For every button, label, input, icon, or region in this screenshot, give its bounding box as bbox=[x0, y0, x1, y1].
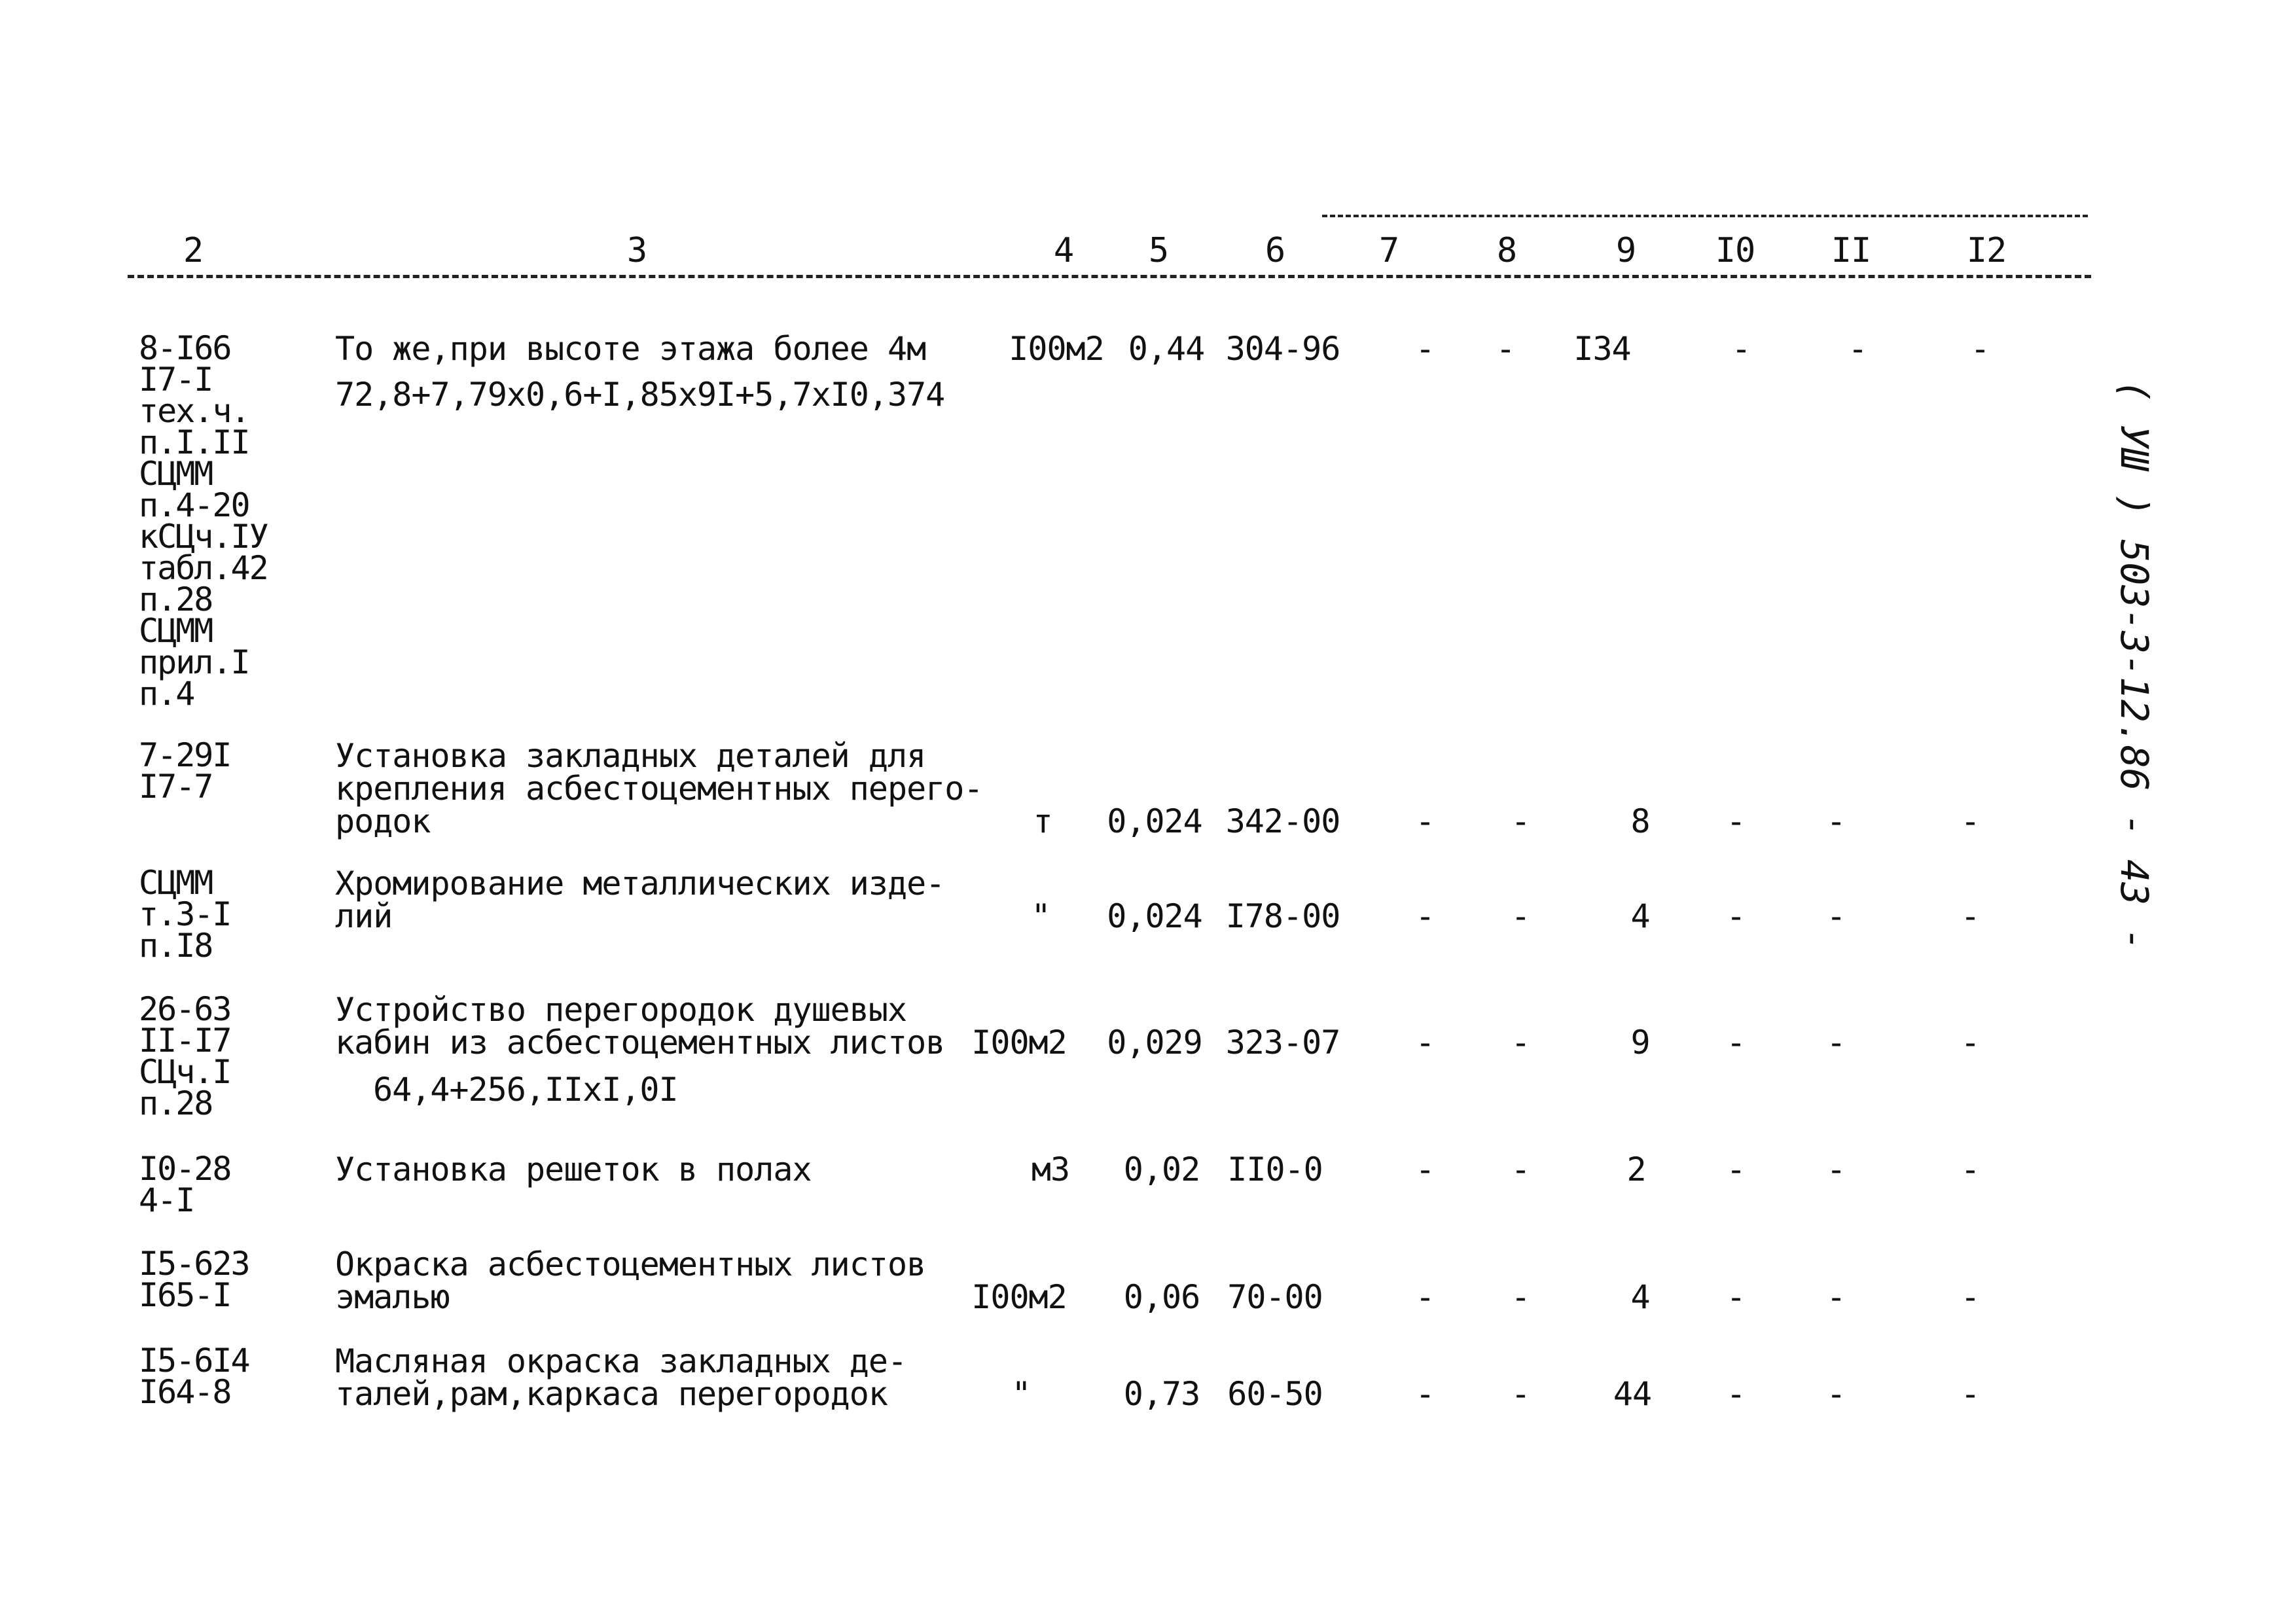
header-col-3: 3 bbox=[626, 231, 647, 270]
row-7-price: 60-50 bbox=[1227, 1375, 1323, 1413]
row-7-col10: - bbox=[1726, 1375, 1746, 1413]
row-6-col7: - bbox=[1415, 1278, 1435, 1316]
row-7-quantity: 0,73 bbox=[1123, 1375, 1200, 1413]
row-2-price: 342-00 bbox=[1225, 802, 1340, 840]
row-4-col9: 9 bbox=[1630, 1024, 1650, 1061]
row-1-price: 304-96 bbox=[1225, 330, 1340, 368]
row-3-price: I78-00 bbox=[1225, 897, 1340, 935]
row-4-col7: - bbox=[1415, 1024, 1435, 1061]
header-col-9: 9 bbox=[1615, 231, 1636, 270]
header-dashed-line bbox=[128, 275, 2091, 278]
row-2-col8: - bbox=[1511, 802, 1530, 840]
header-col-2: 2 bbox=[183, 231, 204, 270]
row-7-col12: - bbox=[1960, 1375, 1980, 1413]
row-4-reference: 26-63 II-I7 СЦч.I п.28 bbox=[139, 990, 231, 1122]
row-6-col8: - bbox=[1511, 1278, 1530, 1316]
row-3-col11: - bbox=[1826, 897, 1846, 935]
row-1-col8: - bbox=[1496, 330, 1515, 368]
row-3-col12: - bbox=[1960, 897, 1980, 935]
row-7-col11: - bbox=[1826, 1375, 1846, 1413]
header-col-12: I2 bbox=[1966, 231, 2007, 270]
row-6-unit: I00м2 bbox=[971, 1278, 1067, 1316]
row-1-quantity: 0,44 bbox=[1128, 330, 1205, 368]
row-1-unit: I00м2 bbox=[1009, 330, 1104, 368]
row-6-price: 70-00 bbox=[1227, 1278, 1323, 1316]
row-6-col9: 4 bbox=[1630, 1278, 1650, 1316]
row-1-formula: 72,8+7,79x0,6+I,85x9I+5,7xI0,374 bbox=[335, 376, 945, 414]
row-5-description: Установка решеток в полах bbox=[335, 1150, 812, 1188]
header-col-10: I0 bbox=[1715, 231, 1755, 270]
row-2-col11: - bbox=[1826, 802, 1846, 840]
row-2-col12: - bbox=[1960, 802, 1980, 840]
row-3-col10: - bbox=[1726, 897, 1746, 935]
header-col-7: 7 bbox=[1378, 231, 1399, 270]
row-5-col11: - bbox=[1826, 1150, 1846, 1188]
row-3-col7: - bbox=[1415, 897, 1435, 935]
row-1-reference: 8-I66 I7-I тех.ч. п.I.II СЦММ п.4-20 кСЦч.IУ табл.42 п.28 СЦММ прил.I п.4 bbox=[139, 329, 268, 713]
row-1-col10: - bbox=[1731, 330, 1751, 368]
row-3-unit: " bbox=[1031, 897, 1050, 935]
row-1-col12: - bbox=[1970, 330, 1990, 368]
row-2-col7: - bbox=[1415, 802, 1435, 840]
row-4-formula: 64,4+256,IIxI,0I bbox=[373, 1071, 678, 1109]
row-6-col10: - bbox=[1726, 1278, 1746, 1316]
row-1-col11: - bbox=[1848, 330, 1867, 368]
row-1-col9: I34 bbox=[1573, 330, 1631, 368]
row-6-col12: - bbox=[1960, 1278, 1980, 1316]
row-2-description: Установка закладных деталей для крепления асбестоцементных перего- родок bbox=[335, 737, 983, 840]
row-2-col10: - bbox=[1726, 802, 1746, 840]
row-2-unit: т bbox=[1033, 802, 1052, 840]
row-4-unit: I00м2 bbox=[971, 1024, 1067, 1061]
row-2-col9: 8 bbox=[1630, 802, 1650, 840]
row-7-description: Масляная окраска закладных де- талей,рам,каркаса перегородок bbox=[335, 1342, 907, 1413]
row-3-col9: 4 bbox=[1630, 897, 1650, 935]
row-5-reference: I0-28 4-I bbox=[139, 1150, 231, 1219]
row-5-quantity: 0,02 bbox=[1123, 1150, 1200, 1188]
row-5-unit: м3 bbox=[1031, 1150, 1070, 1188]
row-4-col11: - bbox=[1826, 1024, 1846, 1061]
header-col-5: 5 bbox=[1148, 231, 1169, 270]
row-3-reference: СЦММ т.3-I п.I8 bbox=[139, 864, 231, 965]
row-4-col8: - bbox=[1511, 1024, 1530, 1061]
row-4-col12: - bbox=[1960, 1024, 1980, 1061]
side-document-code: ( УШ ) 503-3-12.86 - 43 - bbox=[2112, 380, 2157, 951]
row-7-unit: " bbox=[1011, 1375, 1031, 1413]
header-col-4: 4 bbox=[1053, 231, 1074, 270]
row-4-quantity: 0,029 bbox=[1107, 1024, 1202, 1061]
row-5-col10: - bbox=[1726, 1150, 1746, 1188]
row-5-col9: 2 bbox=[1626, 1150, 1646, 1188]
row-5-col8: - bbox=[1511, 1150, 1530, 1188]
row-4-price: 323-07 bbox=[1225, 1024, 1340, 1061]
row-7-col9: 44 bbox=[1613, 1375, 1652, 1413]
row-6-description: Окраска асбестоцементных листов эмалью bbox=[335, 1245, 926, 1316]
row-5-col7: - bbox=[1415, 1150, 1435, 1188]
row-1-col7: - bbox=[1415, 330, 1435, 368]
header-col-11: II bbox=[1831, 231, 1871, 270]
header-col-6: 6 bbox=[1265, 231, 1285, 270]
row-5-col12: - bbox=[1960, 1150, 1980, 1188]
header-col-8: 8 bbox=[1496, 231, 1517, 270]
row-1-description: То же,при высоте этажа более 4м bbox=[335, 330, 926, 368]
row-3-quantity: 0,024 bbox=[1107, 897, 1202, 935]
row-2-quantity: 0,024 bbox=[1107, 802, 1202, 840]
row-7-col7: - bbox=[1415, 1375, 1435, 1413]
row-2-reference: 7-29I I7-7 bbox=[139, 736, 231, 806]
row-6-reference: I5-623 I65-I bbox=[139, 1245, 249, 1314]
row-7-col8: - bbox=[1511, 1375, 1530, 1413]
row-6-col11: - bbox=[1826, 1278, 1846, 1316]
row-4-description: Устройство перегородок душевых кабин из асбестоцементных листов bbox=[335, 991, 945, 1061]
row-3-col8: - bbox=[1511, 897, 1530, 935]
row-5-price: II0-0 bbox=[1227, 1150, 1323, 1188]
row-3-description: Хромирование металлических изде- лий bbox=[335, 865, 945, 935]
row-4-col10: - bbox=[1726, 1024, 1746, 1061]
row-7-reference: I5-6I4 I64-8 bbox=[139, 1342, 249, 1411]
row-6-quantity: 0,06 bbox=[1123, 1278, 1200, 1316]
top-dashed-line bbox=[1322, 215, 2088, 217]
